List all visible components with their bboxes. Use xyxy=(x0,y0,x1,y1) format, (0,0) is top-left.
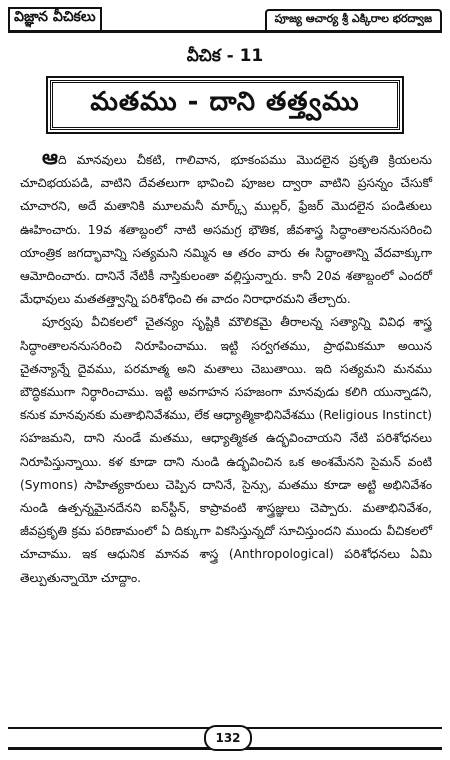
title-box xyxy=(50,80,400,130)
book-title: విజ్ఞాన వీచికలు xyxy=(8,7,102,30)
body-text xyxy=(20,146,432,590)
paragraph-2 xyxy=(20,311,432,589)
paragraph-1-text: ది మానవులు చీకటి, గాలివాన, భూకంపము మొదలైన ప్రకృతి క్రియలను చూచిభయపడి, వాటిని దేవతలుగా భావించి పూజల ద్వారా వాటిని ప్రసన్నం చేసుకో చూచారని, అదే మతానికి మూలమనీ మార్క్స్ ముల్లర్, ఫ్రేజర్ మొదలైన పండితులు ఊహించారు. 19వ శతాబ్దంలో నాటి అసమగ్ర భౌతిక, జీవశాస్త్ర సిద్ధాంతాలననుసరించి యాంత్రిక జగద్భావాన్ని సత్యమని నమ్మిన ఆ తరం వారు ఈ సిద్ధాంతాన్ని వేదవాక్కుగా ఆమోదించారు. దానినే నేటికీ నాస్తికులంతా వల్లిస్తున్నారు. కానీ 20వ శతాబ్దంలో ఎందరో మేధావులు మతతత్త్వాన్ని పరిశోధించి ఈ వాదం నిరాధారమని తేల్చారు. xyxy=(20,153,432,307)
page-footer xyxy=(8,725,442,751)
running-header xyxy=(8,4,442,33)
chapter-number: వీచిక - 11 xyxy=(186,46,264,66)
page-number: 132 xyxy=(204,725,252,751)
chapter-title: మతము - దాని తత్త్వము xyxy=(90,87,360,117)
author-name: పూజ్య ఆచార్య శ్రీ ఎక్కిరాల భరద్వాజ xyxy=(265,9,442,30)
drop-cap: ఆ xyxy=(42,145,58,169)
paragraph-2-text: పూర్వపు వీచికలలో చైతన్యం సృష్టికి మౌలికమై తీరాలన్న సత్యాన్ని వివిధ శాస్త్ర సిద్ధాంతాలననుసరించి నిరూపించాము. ఇట్టి సర్వగతము, ప్రాథమికమూ అయిన చైతన్యాన్నే దైవము, పరమాత్మ అని మతాలు చెబుతాయి. ఇది సత్యమని మనము బౌద్ధికముగా నిర్ధారించాము. ఇట్టి అవగాహన సహజంగా మానవుడు కలిగి యున్నాడని, కనుక మానవునకు మతాభినివేశము, లేక ఆధ్యాత్మికాభినివేశము (Religious Instinct) సహజమని, దాని నుండే మతము, ఆధ్యాత్మికత ఉద్భవించాయని నేటి పరిశోధనలు నిరూపిస్తున్నాయి. కళ కూడా దాని నుండి ఉద్భవించిన ఒక అంశమేనని సైమన్ వంటి (Symons) సాహిత్యకారులు చెప్పిన దానినే, సైన్సు, మతము కూడా అట్టి అభినివేశం నుండి ఉత్పన్నమైనదేనని ఐన్‌స్టీన్, కాప్రావంటి శాస్త్రజ్ఞులు చెప్పారు. మతాభినివేశం, జీవప్రకృతి క్రమ పరిణామంలో ఏ దిక్కుగా వికసిస్తున్నదో సూచిస్తుందని ముందు వీచికలలో చూచాము. ఇక ఆధునిక మానవ శాస్త్ర (Anthropological) పరిశోధనలు ఏమి తెల్పుతున్నాయో చూద్దాం. xyxy=(20,315,432,585)
paragraph-1 xyxy=(20,146,432,311)
